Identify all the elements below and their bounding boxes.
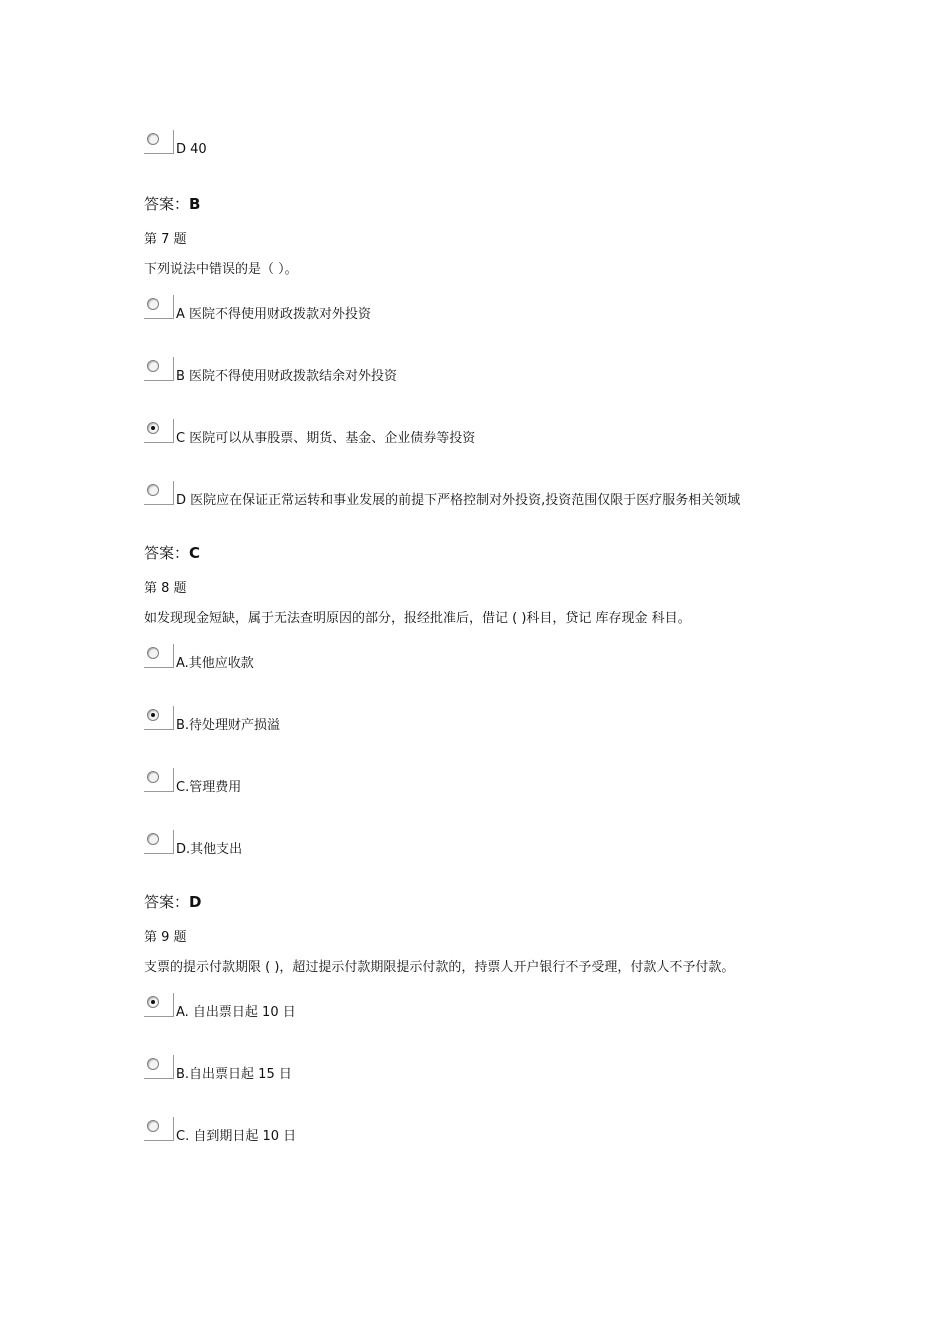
option-label: C.管理费用	[176, 780, 242, 795]
radio-unchecked-icon[interactable]	[147, 1120, 159, 1132]
option-label: C. 自到期日起 10 日	[176, 1129, 297, 1144]
radio-frame	[144, 993, 174, 1017]
radio-checked-icon[interactable]	[147, 709, 159, 721]
option-label: C 医院可以从事股票、期货、基金、企业债券等投资	[176, 431, 476, 446]
option-label: B.待处理财产损溢	[176, 718, 281, 733]
radio-frame	[144, 706, 174, 730]
option-label: B.自出票日起 15 日	[176, 1067, 292, 1082]
radio-frame	[144, 830, 174, 854]
option-label: A 医院不得使用财政拨款对外投资	[176, 307, 372, 322]
radio-frame	[144, 419, 174, 443]
question-text: 如发现现金短缺，属于无法查明原因的部分，报经批准后，借记 ( )科目，贷记 库存现金 科目。	[144, 611, 691, 626]
option-label: B 医院不得使用财政拨款结余对外投资	[176, 369, 398, 384]
answer-value: D	[189, 893, 202, 911]
radio-unchecked-icon[interactable]	[147, 360, 159, 372]
option-label: A.其他应收款	[176, 656, 254, 671]
radio-frame	[144, 768, 174, 792]
answer-line	[144, 891, 201, 912]
question-number: 第 9 题	[144, 930, 187, 945]
radio-frame	[144, 644, 174, 668]
radio-unchecked-icon[interactable]	[147, 771, 159, 783]
answer-line	[144, 542, 200, 563]
question-text: 支票的提示付款期限 ( )，超过提示付款期限提示付款的，持票人开户银行不予受理，付款人不予付款。	[144, 960, 735, 975]
radio-unchecked-icon[interactable]	[147, 833, 159, 845]
option-label: D 医院应在保证正常运转和事业发展的前提下严格控制对外投资,投资范围仅限于医疗服务相关领域	[176, 493, 741, 508]
radio-frame	[144, 1055, 174, 1079]
radio-frame	[144, 481, 174, 505]
answer-value: C	[189, 544, 201, 562]
answer-prefix: 答案：	[144, 195, 190, 213]
answer-prefix: 答案：	[144, 544, 190, 562]
radio-checked-icon[interactable]	[147, 422, 159, 434]
radio-checked-icon[interactable]	[147, 996, 159, 1008]
question-number: 第 7 题	[144, 232, 187, 247]
radio-frame	[144, 357, 174, 381]
answer-prefix: 答案：	[144, 893, 190, 911]
radio-frame	[144, 295, 174, 319]
answer-line	[144, 193, 200, 214]
radio-unchecked-icon[interactable]	[147, 133, 159, 145]
radio-frame	[144, 1117, 174, 1141]
radio-unchecked-icon[interactable]	[147, 1058, 159, 1070]
radio-unchecked-icon[interactable]	[147, 298, 159, 310]
radio-frame	[144, 130, 174, 154]
option-label: D 40	[176, 142, 207, 157]
radio-unchecked-icon[interactable]	[147, 484, 159, 496]
question-text: 下列说法中错误的是（ ）。	[144, 262, 298, 277]
question-number: 第 8 题	[144, 581, 187, 596]
radio-unchecked-icon[interactable]	[147, 647, 159, 659]
answer-value: B	[189, 195, 201, 213]
option-label: A. 自出票日起 10 日	[176, 1005, 296, 1020]
option-label: D.其他支出	[176, 842, 243, 857]
